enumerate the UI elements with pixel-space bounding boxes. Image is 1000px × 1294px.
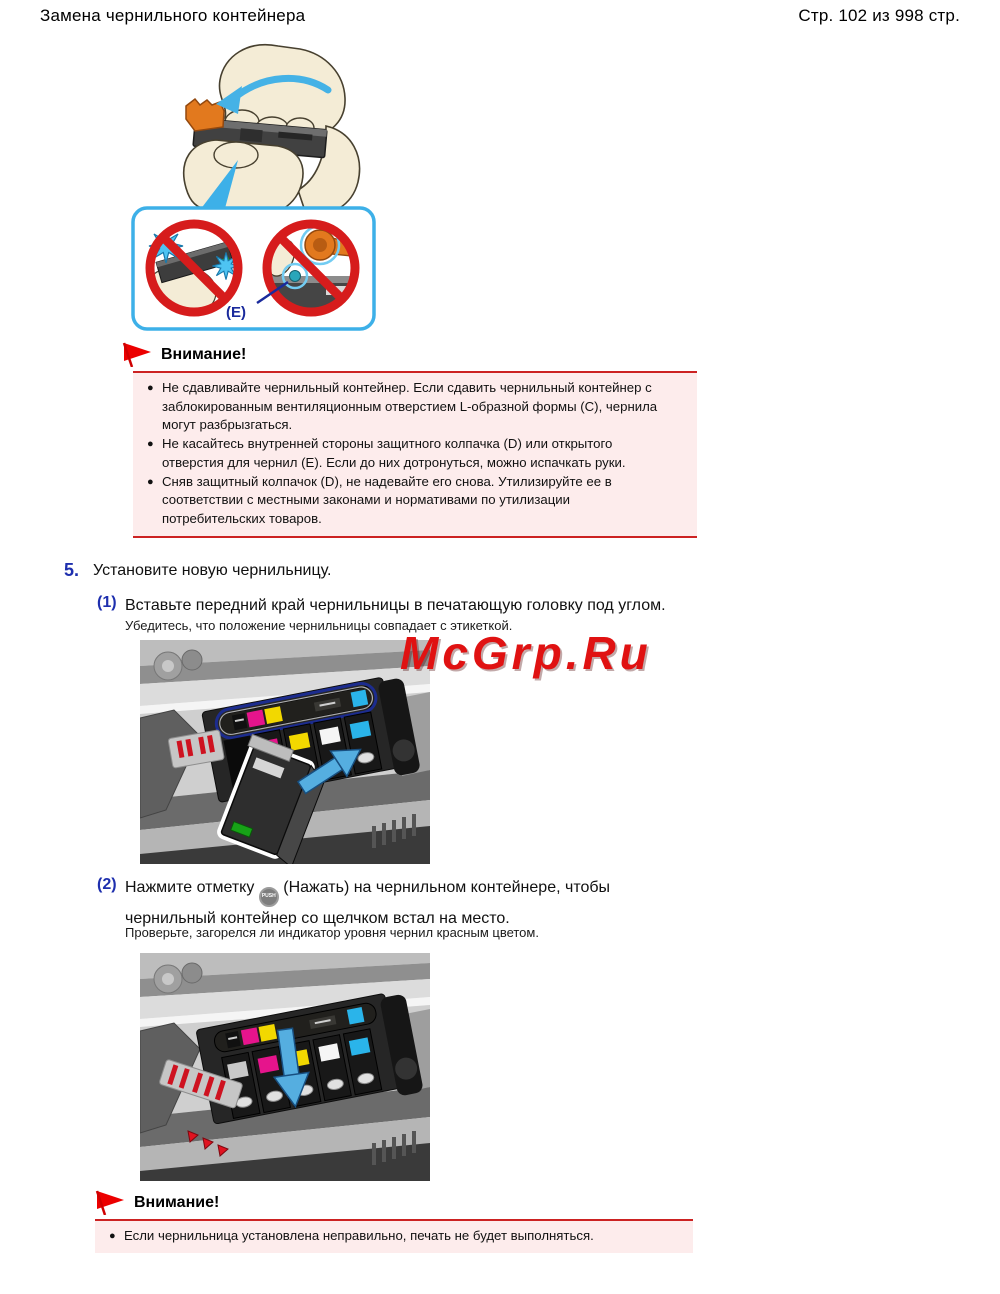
substep-2-line1: Нажмите отметку PUSH (Нажать) на чернильном контейнере, чтобы (125, 876, 610, 907)
watermark: McGrp.Ru (400, 627, 652, 679)
push-mark-icon: PUSH (259, 887, 279, 907)
substep-1-note: Убедитесь, что положение чернильницы совпадает с этикеткой. (125, 618, 513, 633)
bullet-marker: ● (147, 475, 154, 488)
warning-bottom-box (95, 1219, 693, 1253)
page-number-info: Стр. 102 из 998 стр. (798, 6, 960, 25)
warning-flag-icon (122, 342, 152, 367)
step-title: Установите новую чернильницу. (93, 562, 332, 579)
substep-number: (2) (97, 876, 117, 893)
warning-item (147, 379, 683, 435)
warning-item-text: Сняв защитный колпачок (D), не надевайте его снова. Утилизируйте ее в соответствии с местными законами и нормативами по утилизации потребительских товаров. (162, 473, 612, 527)
warning-bottom-heading (95, 1190, 219, 1215)
warning-item-text: Если чернильница установлена неправильно, печать не будет выполняться. (124, 1228, 594, 1243)
press-tank-figure (140, 953, 430, 1181)
warning-item (109, 1227, 679, 1246)
cap-label-E: (E) (226, 304, 246, 321)
substep-text (125, 876, 610, 930)
page-title: Замена чернильного контейнера (40, 6, 306, 25)
substep-text: Вставьте передний край чернильницы в печатающую головку под углом. (125, 597, 666, 614)
ink-hole (290, 271, 301, 282)
bullet-marker: ● (147, 438, 154, 451)
warning-bottom-title: Внимание! (134, 1193, 220, 1211)
hands-holding-ink-tank (184, 45, 360, 217)
warning-top-title: Внимание! (161, 345, 247, 363)
prohibition-panel (133, 208, 374, 329)
warning-flag-icon (95, 1190, 125, 1215)
step-number: 5. (64, 560, 80, 580)
warning-item (147, 473, 683, 529)
warning-item-text: Не сдавливайте чернильный контейнер. Если сдавить чернильный контейнер с заблокированным вентиляционным отверстием L-образной формы (C), чернила могут разбрызгаться. (162, 380, 658, 433)
substep-2 (97, 876, 610, 930)
ink-tank-cap-removal-figure (130, 40, 380, 332)
warning-item-text: Не касайтесь внутренней стороны защитного колпачка (D) или открытого отверстия для чернил (E). Если до них дотронуться, можно испачкать руки. (162, 436, 626, 470)
substep-2-note: Проверьте, загорелся ли индикатор уровня чернил красным цветом. (125, 925, 539, 940)
warning-top-heading (122, 342, 246, 367)
substep-number: (1) (97, 594, 117, 611)
step-5 (64, 560, 332, 581)
warning-top-box (133, 371, 697, 538)
insert-tank-angle-figure (140, 640, 430, 864)
bullet-marker: ● (109, 1230, 116, 1242)
substep-2-line2: чернильный контейнер со щелчком встал на место. (125, 909, 510, 927)
warning-item (147, 435, 683, 472)
substep-1 (97, 594, 666, 617)
bullet-marker: ● (147, 382, 154, 394)
